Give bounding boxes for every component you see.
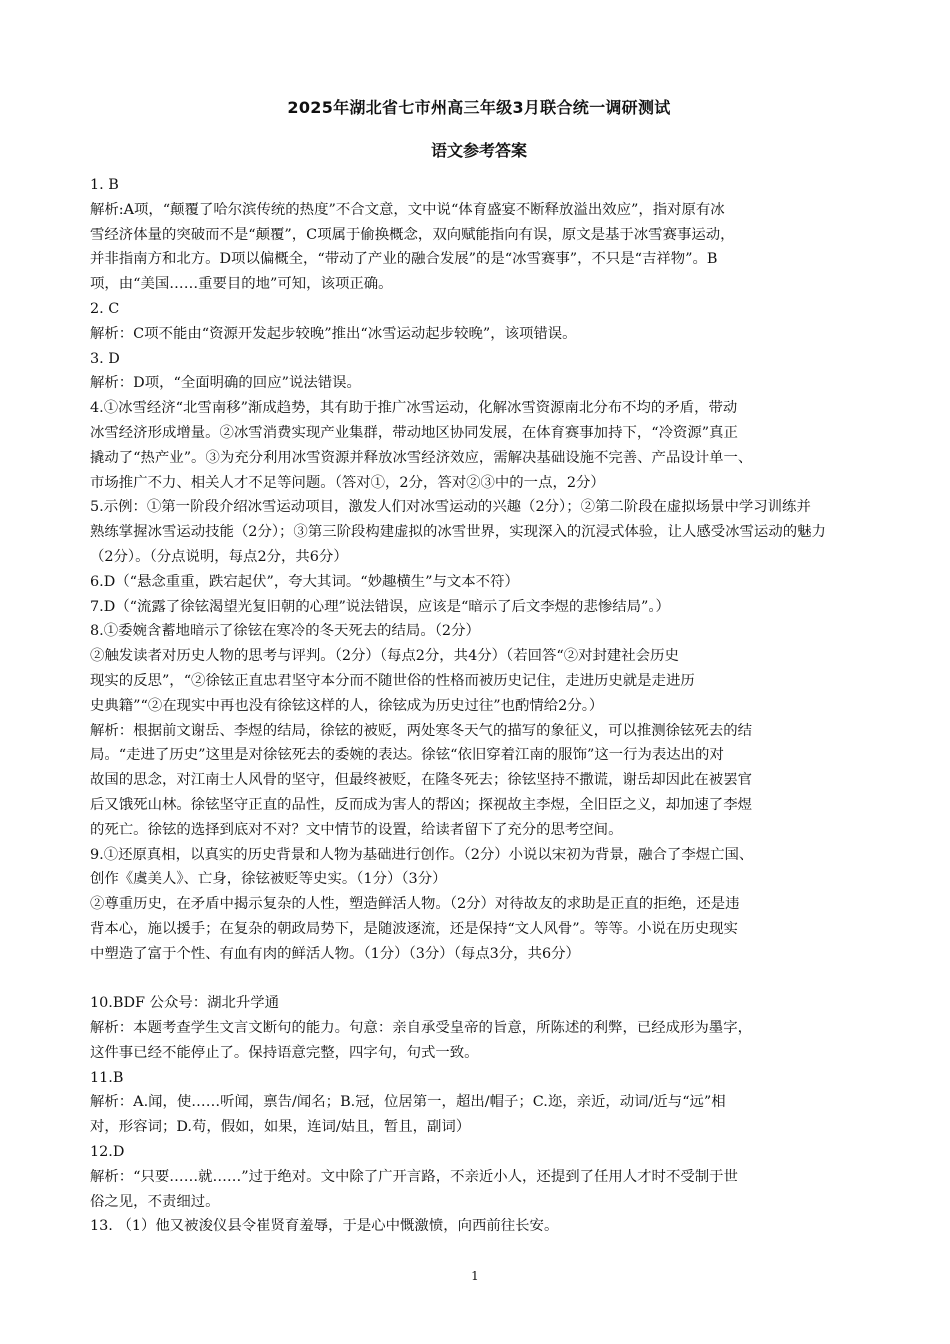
text-line: 9.①还原真相，以真实的历史背景和人物为基础进行创作。（2分）小说以宋初为背景，融合了李煜亡国、 bbox=[90, 846, 754, 863]
text-line: 13. （1）他又被浚仪县令崔贤育羞辱，于是心中慨激愤，向西前往长安。 bbox=[90, 1218, 559, 1235]
document-title: 2025年湖北省七市州高三年级3月联合统一调研测试 bbox=[287, 98, 671, 117]
text-line: 5.示例：①第一阶段介绍冰雪运动项目，激发人们对冰雪运动的兴趣（2分）；②第二阶段在虚拟场景中学习训练并 bbox=[90, 499, 811, 516]
text-line: 解析：D项，“全面明确的回应”说法错误。 bbox=[90, 375, 361, 392]
text-line: 8.①委婉含蓄地暗示了徐铉在寒冷的冬天死去的结局。（2分） bbox=[90, 623, 480, 640]
text-line: 4.①冰雪经济“北雪南移”渐成趋势，其有助于推广冰雪运动，化解冰雪资源南北分布不均的矛盾，带动 bbox=[90, 400, 738, 417]
text-line: 11.B bbox=[90, 1069, 124, 1086]
text-line: 解析：“只要……就……”过于绝对。文中除了广开言路，不亲近小人，还提到了任用人才时不受制于世 bbox=[90, 1168, 738, 1185]
text-line: 撬动了“热产业”。③为充分利用冰雪资源并释放冰雪经济效应，需解决基础设施不完善、产品设计单一、 bbox=[90, 449, 753, 466]
text-line: 创作《虞美人》、亡身，徐铉被贬等史实。（1分）（3分） bbox=[90, 871, 447, 888]
text-line: 故国的思念，对江南士人风骨的坚守，但最终被贬，在隆冬死去；徐铉坚持不撒谎，谢岳却因此在被罢官 bbox=[90, 772, 752, 789]
text-line: 解析：C项不能由“资源开发起步较晚”推出“冰雪运动起步较晚”，该项错误。 bbox=[90, 325, 577, 342]
text-line: 6.D（“悬念重重，跌宕起伏”，夸大其词。“妙趣横生”与文本不符） bbox=[90, 573, 519, 590]
text-line: 这件事已经不能停止了。保持语意完整，四字句，句式一致。 bbox=[90, 1044, 479, 1061]
text-line: 并非指南方和北方。D项以偏概全，“带动了产业的融合发展”的是“冰雪赛事”，不只是“吉祥物”。B bbox=[90, 251, 718, 268]
document-subtitle: 语文参考答案 bbox=[430, 141, 527, 160]
text-line: 市场推广不力、相关人才不足等问题。（答对①，2分，答对②③中的一点，2分） bbox=[90, 474, 605, 491]
text-line: 解析：本题考查学生文言文断句的能力。句意：亲自承受皇帝的旨意，所陈述的利弊，已经成形为墨字， bbox=[90, 1020, 752, 1037]
text-line: 雪经济体量的突破而不是“颠覆”，C项属于偷换概念，双向赋能指向有误，原文是基于冰雪赛事运动， bbox=[90, 226, 735, 243]
text-line: 冰雪经济形成增量。②冰雪消费实现产业集群，带动地区协同发展，在体育赛事加持下，“冷资源”真正 bbox=[90, 424, 738, 441]
text-line: 中塑造了富于个性、有血有肉的鲜活人物。（1分）（3分）（每点3分，共6分） bbox=[90, 945, 580, 962]
text-line: 的死亡。徐铉的选择到底对不对？文中情节的设置，给读者留下了充分的思考空间。 bbox=[90, 821, 623, 838]
text-line: ②尊重历史，在矛盾中揭示复杂的人性，塑造鲜活人物。（2分）对待故友的求助是正直的拒绝，还是违 bbox=[90, 896, 740, 913]
page-number: 1 bbox=[471, 1269, 479, 1283]
text-line: 解析：A.闻，使……听闻，禀告/闻名；B.冠，位居第一，超出/帽子；C.迩，亲近，动词/近与“远”相 bbox=[90, 1094, 726, 1111]
text-line: （2分）。（分点说明，每点2分，共6分） bbox=[90, 548, 348, 565]
text-line: 局。“走进了历史”这里是对徐铉死去的委婉的表达。徐铉“依旧穿着江南的服饰”这一行为表达出的对 bbox=[90, 747, 724, 764]
text-line: 3. D bbox=[90, 350, 120, 367]
answer-body bbox=[90, 173, 868, 1239]
text-line: 对，形容词；D.苟，假如，如果，连词/姑且，暂且，副词） bbox=[90, 1119, 471, 1136]
text-line: 熟练掌握冰雪运动技能（2分）；③第三阶段构建虚拟的冰雪世界，实现深入的沉浸式体验，让人感受冰雪运动的魅力 bbox=[90, 524, 826, 541]
text-line: 2. C bbox=[90, 300, 120, 317]
text-line: 解析：根据前文谢岳、李煜的结局，徐铉的被贬，两处寒冬天气的描写的象征义，可以推测徐铉死去的结 bbox=[90, 722, 752, 739]
text-line: 解析:A项，“颠覆了哈尔滨传统的热度”不合文意，文中说“体育盛宴不断释放溢出效应”，指对原有冰 bbox=[90, 201, 725, 218]
text-line: 1. B bbox=[90, 177, 119, 193]
text-line: 现实的反思”，“②徐铉正直忠君坚守本分而不随世俗的性格而被历史记住，走进历史就是走进历 bbox=[90, 672, 695, 689]
text-line: 后又饿死山林。徐铉坚守正直的品性，反而成为害人的帮凶；探视故主李煜，全旧臣之义，却加速了李煜 bbox=[90, 796, 752, 813]
text-line: ②触发读者对历史人物的思考与评判。（2分）（每点2分，共4分）（若回答“②对封建社会历史 bbox=[90, 648, 679, 665]
text-line: 项，由“美国……重要目的地”可知，该项正确。 bbox=[90, 276, 393, 293]
text-line: 10.BDF 公众号：湖北升学通 bbox=[90, 995, 280, 1012]
text-line: 史典籍”“②在现实中再也没有徐铉这样的人，徐铉成为历史过往”也酌情给2分。） bbox=[90, 697, 604, 714]
text-line: 12.D bbox=[90, 1144, 125, 1161]
text-line: 7.D（“流露了徐铉渴望光复旧朝的心理”说法错误，应该是“暗示了后文李煜的悲惨结局”。） bbox=[90, 598, 670, 615]
text-line: 俗之见，不责细过。 bbox=[90, 1193, 220, 1210]
text-line: 背本心，施以援手；在复杂的朝政局势下，是随波逐流，还是保持“文人风骨”。等等。小说在历史现实 bbox=[90, 920, 738, 937]
blank-line bbox=[90, 967, 868, 992]
